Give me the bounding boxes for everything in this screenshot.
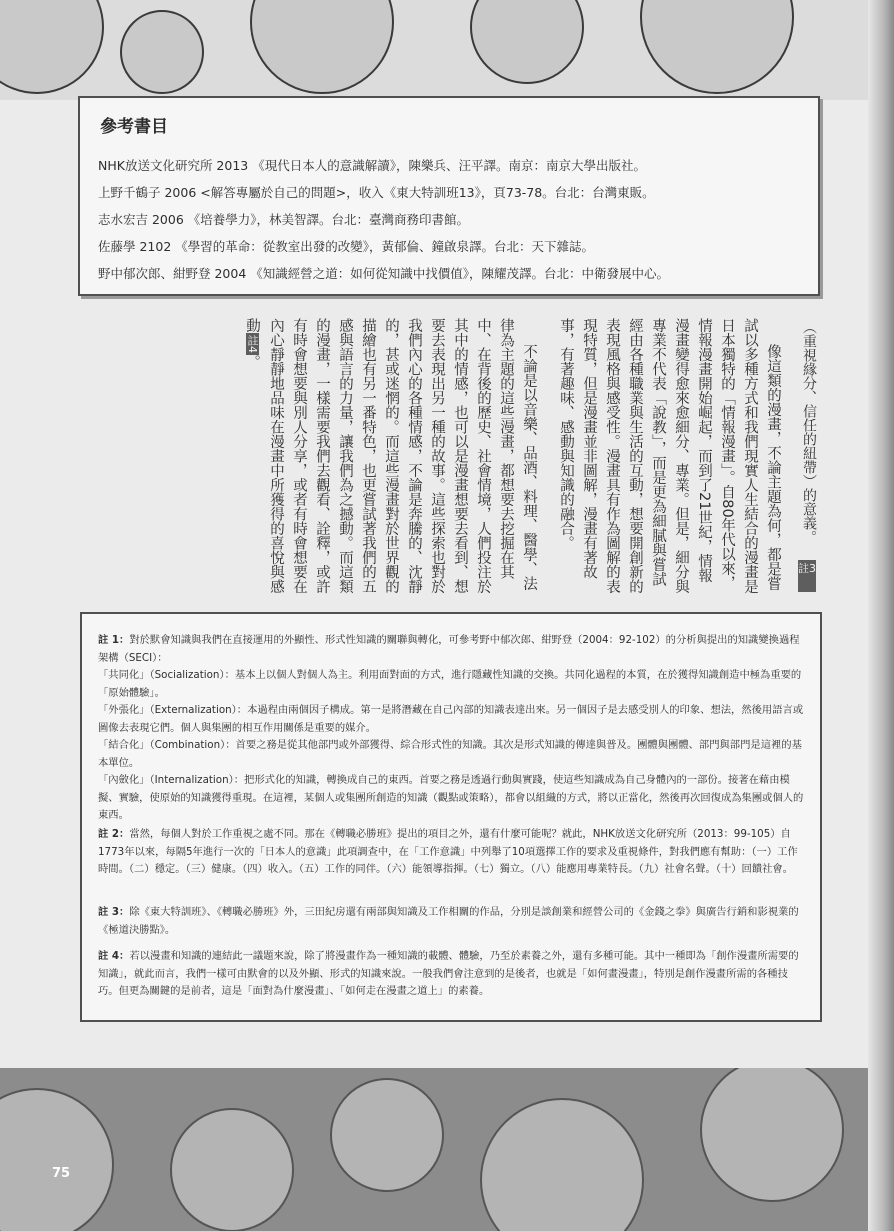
body-paragraph	[240, 318, 540, 596]
body-paragraph-text: 不論是以音樂、品酒、料理、醫學、法律為主題的這些漫畫，都想要去挖掘在其中、在背後的歷史、社會情境，人們投注於其中的情感，也可以是漫畫想要去看到、想要去表現出另一種的故事。這些探索也對於我們內心的各種情感，不論是奔騰的、沈靜的，甚或迷惘的。而這些漫畫對於世界觀的描繪也有另一番特色，也更嘗試著我們的五感與語言的力量，讓我們為之撼動。而這類的漫畫，一樣需要我們去觀看、詮釋，或許有時會想要與別人分享，或者有時會想要在內心靜靜地品味在漫畫中所獲得的喜悅與感動	[244, 318, 537, 594]
reference-item: 佐藤學 2102 《學習的革命：從教室出發的改變》，黃郁倫、鐘啟泉譯。台北：天下雜誌。	[98, 239, 595, 254]
bubble-shape	[170, 1108, 294, 1231]
bubble-shape	[640, 0, 794, 94]
bubble-shape	[480, 1098, 644, 1231]
footnote-4	[98, 948, 806, 1001]
footnote-text: 對於默會知識與我們在直接運用的外顯性、形式性知識的關聯與轉化，可參考野中郁次郎、紺野登（2004：92-102）的分析與提出的知識變換過程架構（SECI）：	[98, 634, 800, 664]
body-paragraph: 像這類的漫畫，不論主題為何，都是嘗試以多種方式和我們現實人生結合的漫畫是日本獨特的「情報漫畫」。自80年代以來，情報漫畫開始崛起，而到了21世紀，情報漫畫變得愈來愈細分、專業。但是，細分與專業不代表「說教」，而是更為細膩與嘗試經由各種職業與生活的互動，想要開創新的表現風格與感受性。漫畫具有作為圖解的表現特質，但是漫畫並非圖解，漫畫有著故事，有著趣味、感動與知識的融合。	[558, 318, 781, 594]
footnote-2	[98, 826, 806, 879]
footnote-label: 註 4：	[98, 950, 130, 962]
reference-item: 志水宏吉 2006 《培養學力》，林美智譯。台北：臺灣商務印書館。	[98, 212, 470, 227]
bubble-shape	[120, 10, 204, 94]
footnote-item: 「共同化」（Socialization）：基本上以個人對個人為主。利用面對面的方式，進行隱藏性知識的交換。共同化過程的本質，在於獲得知識創造中極為重要的「原始體驗」。	[98, 669, 802, 699]
bubble-shape	[700, 1068, 844, 1202]
footnote-text: 當然，每個人對於工作重視之處不同。那在《轉職必勝班》提出的項目之外，還有什麼可能呢？就此，NHK放送文化研究所（2013：99-105）自1773年以來，每隔5年進行一次的「日本人的意識」此項調查中，在「工作意識」中列舉了10項選擇工作的要求及重視條件，對我們應有幫助：（一）工作時間。（二）穩定。（三）健康。（四）收入。（五）工作的同伴。（六）能領導指揮。（七）獨立。（八）能應用專業特長。（九）社會名聲。（十）回饋社會。	[98, 828, 798, 875]
section-heading: （重視緣分、信任的紐帶）的意義。	[801, 320, 817, 544]
footnote-marker: 註4	[246, 334, 259, 353]
bubble-shape	[470, 0, 584, 84]
body-paragraph-end: 。	[244, 354, 260, 369]
bubble-shape	[330, 1078, 444, 1192]
page-number: 75	[52, 1166, 71, 1181]
footnote-1	[98, 632, 806, 825]
footnotes-box	[80, 612, 822, 1022]
footnote-item: 「內斂化」（Internalization）：把形式化的知識，轉換成自己的東西。首要之務是透過行動與實踐，使這些知識成為自己身體內的一部份。接著在藉由模擬、實驗，使原始的知識獲得重現。在這裡，某個人或集團所創造的知識（觀點或策略），都會以組織的方式，將以正當化，然後再次回復成為集團或個人的東西。	[98, 774, 804, 821]
references-title: 參考書目	[100, 117, 168, 137]
decorative-footer-band	[0, 1068, 868, 1231]
footnote-label: 註 1：	[98, 634, 130, 646]
bubble-shape	[0, 1088, 114, 1231]
references-box	[78, 96, 820, 296]
footnote-3	[98, 904, 806, 939]
footnote-item: 「結合化」（Combination）：首要之務是從其他部門或外部獲得、綜合形式性的知識。其次是形式知識的傳達與普及。團體與團體、部門與部門是這裡的基本單位。	[98, 739, 802, 769]
reference-item: 上野千鶴子 2006 <解答專屬於自己的問題>，收入《東大特訓班13》，頁73-78。台北：台灣東販。	[98, 185, 655, 200]
footnote-text: 若以漫畫和知識的連結此一議題來說，除了將漫畫作為一種知識的載體、體驗，乃至於素養之外，還有多種可能。其中一種即為「創作漫畫所需要的知識」，就此而言，我們一樣可由默會的以及外顯、形式的知識來說。一般我們會注意到的是後者，也就是「如何畫漫畫」，特別是創作漫畫所需的各種技巧。但更為關鍵的是前者，這是「面對為什麼漫畫」、「如何走在漫畫之道上」的素養。	[98, 950, 799, 997]
bubble-shape	[0, 0, 104, 94]
footnote-text: 除《東大特訓班》、《轉職必勝班》外，三田紀房還有兩部與知識及工作相關的作品，分別是談創業和經營公司的《金錢之拳》與廣告行銷和影視業的《極道決勝點》。	[98, 906, 799, 936]
footnote-label: 註 2：	[98, 828, 130, 840]
page-binding-edge	[868, 0, 894, 1231]
references-list	[98, 152, 812, 287]
vertical-body-text	[122, 318, 784, 596]
footnote-item: 「外張化」（Externalization）：本過程由兩個因子構成。第一是將潛藏在自己內部的知識表達出來。另一個因子是去感受別人的印象、想法，然後用語言或圖像去表現它們。個人與集團的相互作用關係是重要的媒介。	[98, 704, 804, 734]
footnote-marker: 註3	[798, 560, 816, 592]
decorative-header-band	[0, 0, 868, 100]
bubble-shape	[250, 0, 394, 94]
reference-item: NHK放送文化研究所 2013 《現代日本人的意識解讀》，陳樂兵、汪平譯。南京：南京大學出版社。	[98, 158, 646, 173]
reference-item: 野中郁次郎、紺野登 2004 《知識經營之道：如何從知識中找價值》，陳耀茂譯。台北：中衛發展中心。	[98, 266, 670, 281]
footnote-label: 註 3：	[98, 906, 130, 918]
